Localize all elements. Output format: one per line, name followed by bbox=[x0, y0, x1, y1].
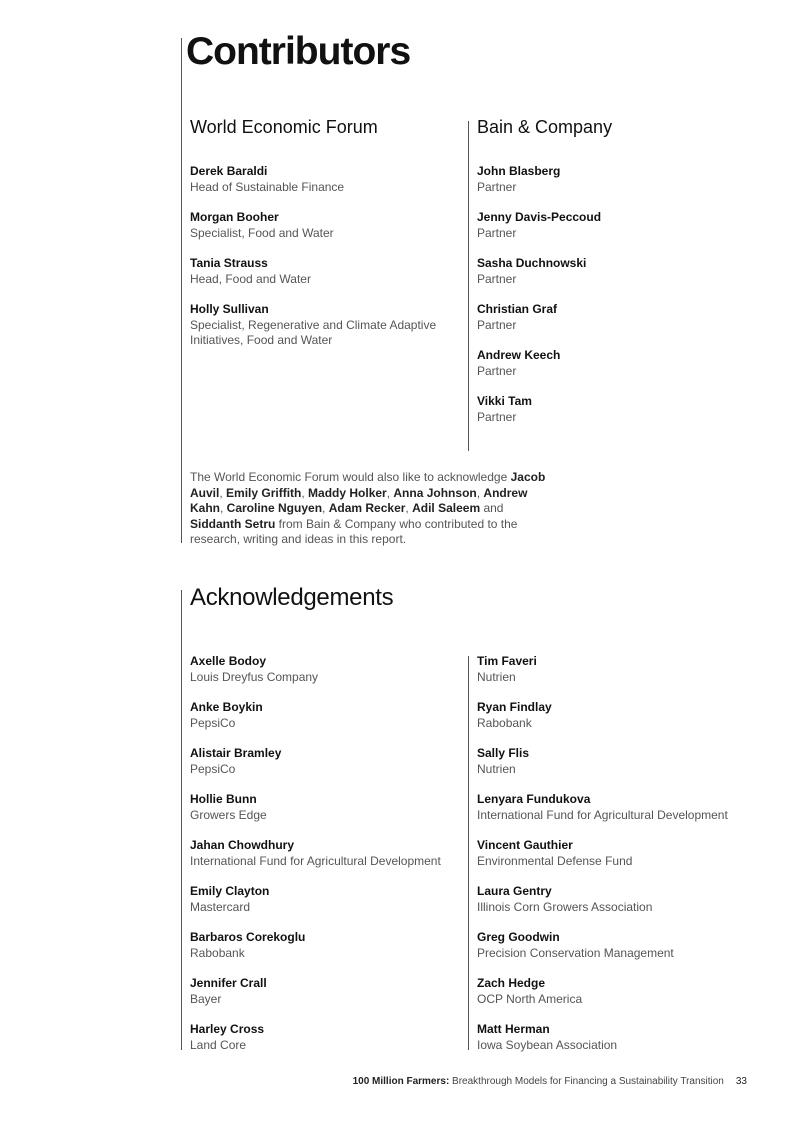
person-name: John Blasberg bbox=[477, 164, 561, 178]
person-organisation: PepsiCo bbox=[190, 715, 236, 730]
ack-name: Caroline Nguyen bbox=[226, 501, 323, 515]
list-item bbox=[477, 838, 767, 869]
ack-name: Andrew Kahn bbox=[190, 485, 528, 515]
person-role: Partner bbox=[477, 363, 517, 378]
list-item bbox=[477, 884, 767, 915]
person-name: Ryan Findlay bbox=[477, 700, 552, 714]
list-item bbox=[190, 976, 460, 1007]
person-name: Hollie Bunn bbox=[190, 792, 257, 806]
ack-name: Siddanth Setru bbox=[190, 516, 276, 531]
acknowledgements-right-rule bbox=[468, 656, 469, 1050]
person-name: Holly Sullivan bbox=[190, 302, 269, 316]
list-item bbox=[190, 1022, 460, 1053]
person-name: Sasha Duchnowski bbox=[477, 256, 587, 270]
report-title-rest: Breakthrough Models for Financing a Sustainability Transition bbox=[449, 1076, 724, 1087]
list-item bbox=[190, 302, 440, 349]
person-name: Anke Boykin bbox=[190, 700, 263, 714]
person-name: Vincent Gauthier bbox=[477, 838, 573, 852]
list-item bbox=[477, 654, 767, 685]
person-role: Partner bbox=[477, 271, 517, 286]
list-item bbox=[477, 700, 767, 731]
acknowledgements-rule bbox=[181, 590, 182, 1050]
bain-heading: Bain & Company bbox=[477, 117, 613, 137]
person-name: Sally Flis bbox=[477, 746, 530, 760]
list-item bbox=[477, 164, 737, 195]
person-role: Specialist, Food and Water bbox=[190, 225, 334, 240]
ack-name: Adil Saleem bbox=[412, 501, 481, 515]
list-item bbox=[190, 746, 460, 777]
person-organisation: Growers Edge bbox=[190, 807, 267, 822]
list-item bbox=[190, 256, 440, 287]
list-item bbox=[190, 792, 460, 823]
person-organisation: Environmental Defense Fund bbox=[477, 853, 633, 868]
bain-column-rule bbox=[468, 121, 469, 451]
wef-heading: World Economic Forum bbox=[190, 117, 378, 137]
page-number: 33 bbox=[735, 1076, 747, 1087]
list-item bbox=[190, 654, 460, 685]
person-organisation: Iowa Soybean Association bbox=[477, 1037, 618, 1052]
person-name: Jennifer Crall bbox=[190, 976, 267, 990]
ack-name: Emily Griffith bbox=[226, 485, 302, 500]
person-role: Specialist, Regenerative and Climate Adaptive Initiatives, Food and Water bbox=[190, 317, 437, 347]
person-role: Partner bbox=[477, 409, 517, 424]
person-organisation: Nutrien bbox=[477, 669, 516, 684]
person-organisation: OCP North America bbox=[477, 991, 583, 1006]
ack-name: Maddy Holker bbox=[308, 485, 387, 500]
list-item bbox=[477, 348, 737, 379]
acknowledgements-left-list bbox=[190, 654, 460, 1068]
list-item bbox=[190, 210, 440, 241]
person-name: Lenyara Fundukova bbox=[477, 792, 591, 806]
list-item bbox=[477, 930, 767, 961]
bain-list bbox=[477, 164, 737, 440]
person-role: Head of Sustainable Finance bbox=[190, 179, 345, 194]
ack-and: and bbox=[480, 501, 504, 515]
list-item bbox=[477, 302, 737, 333]
list-item bbox=[477, 746, 767, 777]
person-organisation: International Fund for Agricultural Development bbox=[190, 853, 441, 868]
person-name: Emily Clayton bbox=[190, 884, 270, 898]
person-name: Derek Baraldi bbox=[190, 164, 268, 178]
person-name: Christian Graf bbox=[477, 302, 558, 316]
person-organisation: Rabobank bbox=[477, 715, 532, 730]
ack-name: Jacob Auvil bbox=[190, 470, 546, 500]
report-title-bold: 100 Million Farmers: bbox=[352, 1076, 450, 1087]
person-organisation: Louis Dreyfus Company bbox=[190, 669, 319, 684]
contributors-title: Contributors bbox=[186, 30, 411, 73]
person-organisation: Nutrien bbox=[477, 761, 516, 776]
list-item bbox=[477, 1022, 767, 1053]
list-item bbox=[477, 976, 767, 1007]
person-name: Jenny Davis-Peccoud bbox=[477, 210, 602, 224]
person-organisation: Mastercard bbox=[190, 899, 251, 914]
ack-name: Anna Johnson bbox=[393, 485, 477, 500]
person-name: Matt Herman bbox=[477, 1022, 550, 1036]
person-name: Jahan Chowdhury bbox=[190, 838, 295, 852]
list-item bbox=[190, 838, 460, 869]
person-organisation: Rabobank bbox=[190, 945, 245, 960]
person-name: Vikki Tam bbox=[477, 394, 532, 408]
person-name: Axelle Bodoy bbox=[190, 654, 267, 668]
list-item bbox=[190, 930, 460, 961]
list-item bbox=[190, 700, 460, 731]
person-role: Partner bbox=[477, 179, 517, 194]
person-name: Andrew Keech bbox=[477, 348, 561, 362]
list-item bbox=[477, 394, 737, 425]
person-organisation: Illinois Corn Growers Association bbox=[477, 899, 653, 914]
person-role: Head, Food and Water bbox=[190, 271, 311, 286]
person-organisation: Bayer bbox=[190, 991, 222, 1006]
person-organisation: Land Core bbox=[190, 1037, 247, 1052]
wef-list bbox=[190, 164, 440, 364]
person-name: Barbaros Corekoglu bbox=[190, 930, 306, 944]
list-item bbox=[190, 164, 440, 195]
ack-intro: The World Economic Forum would also like to acknowledge bbox=[190, 470, 511, 484]
acknowledgement-paragraph: The World Economic Forum would also like to acknowledge Jacob Auvil, Emily Griffith, Maddy Holker, Anna Johnson, Andrew Kahn, Caroline Nguyen, Adam Recker, Adil Saleem and Siddanth Setru from Bain & Company who contributed to the research, writing and ideas in this report. bbox=[190, 470, 546, 546]
acknowledgements-title: Acknowledgements bbox=[190, 584, 394, 611]
person-name: Alistair Bramley bbox=[190, 746, 282, 760]
ack-outro: from Bain & Company who contributed to the research, writing and ideas in this report. bbox=[190, 516, 518, 546]
person-organisation: International Fund for Agricultural Development bbox=[477, 807, 728, 822]
contributors-rule bbox=[181, 38, 182, 543]
person-name: Greg Goodwin bbox=[477, 930, 560, 944]
person-name: Laura Gentry bbox=[477, 884, 552, 898]
person-role: Partner bbox=[477, 225, 517, 240]
list-item bbox=[477, 210, 737, 241]
ack-name: Adam Recker bbox=[328, 501, 406, 515]
acknowledgements-right-list bbox=[477, 654, 767, 1068]
page-footer bbox=[353, 1076, 747, 1087]
person-name: Zach Hedge bbox=[477, 976, 546, 990]
person-name: Tim Faveri bbox=[477, 654, 537, 668]
list-item bbox=[190, 884, 460, 915]
person-organisation: PepsiCo bbox=[190, 761, 236, 776]
person-role: Partner bbox=[477, 317, 517, 332]
person-name: Harley Cross bbox=[190, 1022, 265, 1036]
person-name: Morgan Booher bbox=[190, 210, 279, 224]
person-organisation: Precision Conservation Management bbox=[477, 945, 674, 960]
list-item bbox=[477, 256, 737, 287]
person-name: Tania Strauss bbox=[190, 256, 268, 270]
list-item bbox=[477, 792, 767, 823]
